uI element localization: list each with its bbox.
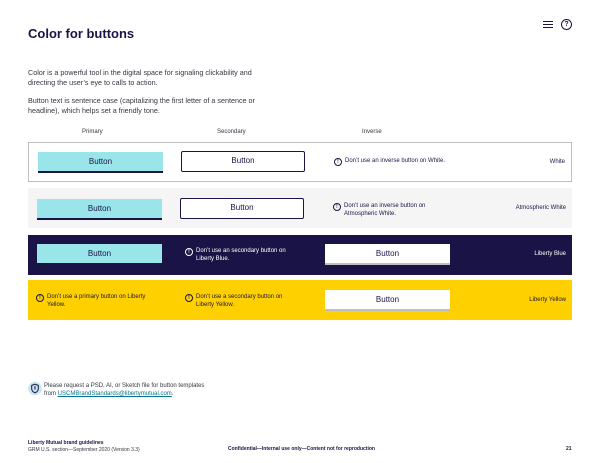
- intro-paragraph-2: Button text is sentence case (capitalizing the first letter of a sentence or headline), which helps set a friendly tone.: [28, 96, 255, 115]
- row-label: White: [549, 159, 565, 165]
- header-icons: [543, 19, 572, 30]
- primary-note: ! Don’t use a primary button on Liberty Yellow.: [36, 293, 161, 309]
- help-icon[interactable]: ?: [561, 19, 572, 30]
- row-atmospheric-white: [28, 188, 572, 228]
- primary-button[interactable]: Button: [37, 199, 162, 220]
- page-number: 21: [566, 446, 572, 452]
- primary-button[interactable]: Button: [38, 152, 163, 173]
- alert-icon: !: [36, 294, 44, 302]
- alert-icon: !: [334, 158, 342, 166]
- row-white: [28, 142, 572, 182]
- row-label: Atmospheric White: [515, 205, 566, 211]
- alert-icon: !: [185, 248, 193, 256]
- request-text-line1: Please request a PSD, AI, or Sketch file for button templates: [44, 383, 205, 389]
- secondary-note: ! Don’t use a secondary button on Liberty Yellow.: [185, 293, 300, 309]
- inverse-note: ! Don’t use an inverse button on White.: [334, 157, 449, 166]
- inverse-button[interactable]: Button: [325, 244, 450, 265]
- request-note: [44, 382, 204, 398]
- footer-left: [28, 440, 140, 453]
- inverse-note: ! Don’t use an inverse button on Atmospheric White.: [333, 202, 448, 218]
- footer-guidelines: Liberty Mutual brand guidelines: [28, 440, 104, 446]
- row-label: Liberty Yellow: [529, 297, 566, 303]
- row-liberty-blue: [28, 235, 572, 275]
- menu-icon[interactable]: [543, 21, 553, 29]
- request-text-line2: from USCMBrandStandards@libertymutual.com.: [44, 391, 174, 397]
- row-label: Liberty Blue: [534, 251, 566, 257]
- intro-paragraph-1: Color is a powerful tool in the digital space for signaling clickability and directing the user’s eye to calls to action.: [28, 68, 252, 87]
- row-liberty-yellow: [28, 280, 572, 320]
- primary-button[interactable]: Button: [37, 244, 162, 265]
- secondary-button[interactable]: Button: [180, 198, 304, 219]
- page-title: Color for buttons: [28, 26, 135, 41]
- footer-version: GRM U.S. section—September 2020 (Version 3.3): [28, 446, 140, 453]
- footer-confidential: Confidential—Internal use only—Content not for reproduction: [228, 446, 375, 452]
- alert-icon: !: [185, 294, 193, 302]
- secondary-note: ! Don’t use an secondary button on Liberty Blue.: [185, 247, 300, 263]
- email-link[interactable]: USCMBrandStandards@libertymutual.com: [57, 391, 172, 397]
- column-primary: Primary: [82, 129, 103, 135]
- shield-icon: [28, 381, 42, 396]
- column-secondary: Secondary: [217, 129, 246, 135]
- column-inverse: Inverse: [362, 129, 382, 135]
- alert-icon: !: [333, 203, 341, 211]
- secondary-button[interactable]: Button: [181, 151, 305, 172]
- inverse-button[interactable]: Button: [325, 290, 450, 311]
